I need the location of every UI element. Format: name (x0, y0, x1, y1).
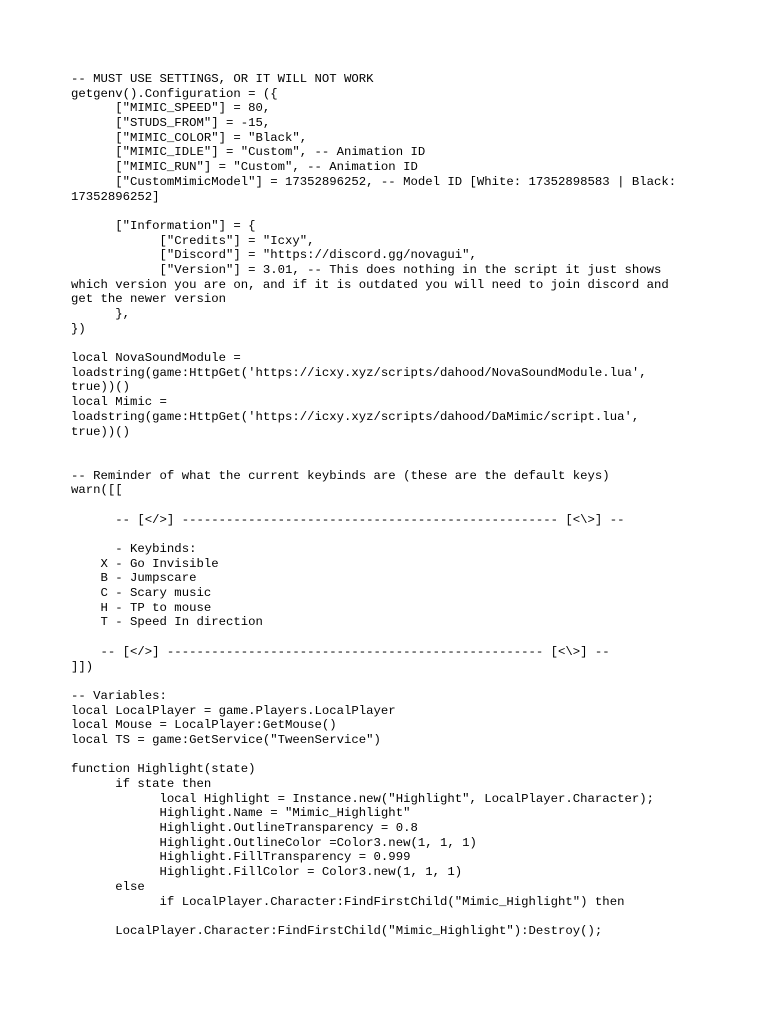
code-line: get the newer version (71, 292, 226, 307)
code-line: -- [</>] --------------------------------------------------- [<\>] -- (71, 512, 625, 527)
code-line: H - TP to mouse (71, 600, 212, 615)
code-line: true))() (71, 424, 131, 439)
code-line: Highlight.FillColor = Color3.new(1, 1, 1) (71, 865, 463, 880)
code-line (71, 748, 696, 763)
code-line (71, 498, 696, 513)
code-line: if state then (71, 777, 212, 791)
code-line: B - Jumpscare (71, 571, 197, 586)
code-line: getgenv().Configuration = ({ (71, 86, 278, 101)
code-line: local Mimic = (71, 395, 167, 410)
code-line: ["Credits"] = "Icxy", (71, 233, 315, 248)
code-line: else (71, 879, 145, 894)
code-line: ["MIMIC_SPEED"] = 80, (71, 101, 271, 116)
code-line (71, 439, 696, 454)
code-line: X - Go Invisible (71, 556, 219, 571)
code-line: ["Discord"] = "https://discord.gg/novagui", (71, 248, 477, 263)
code-line: }, (71, 307, 131, 321)
code-line: C - Scary music (71, 586, 212, 601)
code-line (71, 204, 696, 219)
code-line: LocalPlayer.Character:FindFirstChild("Mimic_Highlight"):Destroy(); (71, 923, 603, 938)
code-line: ["CustomMimicModel"] = 17352896252, -- Model ID [White: 17352898583 | Black: (71, 174, 677, 189)
code-line: ["STUDS_FROM"] = -15, (71, 116, 271, 131)
code-line: ["MIMIC_COLOR"] = "Black", (71, 130, 308, 145)
code-line: 17352896252] (71, 189, 160, 204)
code-line: Highlight.OutlineTransparency = 0.8 (71, 821, 418, 836)
code-line: ["Information"] = { (71, 218, 256, 233)
code-line: T - Speed In direction (71, 615, 263, 630)
code-line: ["MIMIC_RUN"] = "Custom", -- Animation ID (71, 160, 418, 175)
code-line: local Highlight = Instance.new("Highlight", LocalPlayer.Character); (71, 791, 654, 806)
code-line: function Highlight(state) (71, 762, 256, 777)
code-line (71, 454, 696, 469)
code-line: local NovaSoundModule = (71, 351, 241, 366)
code-document (71, 72, 696, 939)
code-line: Highlight.OutlineColor =Color3.new(1, 1, 1) (71, 835, 477, 850)
code-line (71, 630, 696, 645)
code-line: loadstring(game:HttpGet('https://icxy.xyz/scripts/dahood/DaMimic/script.lua', (71, 409, 640, 424)
code-line: -- Reminder of what the current keybinds are (these are the default keys) (71, 468, 610, 483)
code-line: warn([[ (71, 483, 123, 498)
code-line: -- MUST USE SETTINGS, OR IT WILL NOT WORK (71, 72, 374, 86)
code-line (71, 527, 696, 542)
code-line (71, 909, 696, 924)
code-line (71, 336, 696, 351)
code-line: - Keybinds: (71, 542, 197, 556)
code-line: ]]) (71, 659, 94, 674)
code-line: -- Variables: (71, 688, 167, 703)
code-line: Highlight.Name = "Mimic_Highlight" (71, 806, 411, 821)
code-line: -- [</>] --------------------------------------------------- [<\>] -- (71, 644, 610, 659)
code-line: which version you are on, and if it is outdated you will need to join discord and (71, 277, 669, 292)
code-line (71, 674, 696, 689)
code-line: local LocalPlayer = game.Players.LocalPlayer (71, 703, 396, 718)
code-line: ["Version"] = 3.01, -- This does nothing in the script it just shows (71, 262, 662, 277)
code-line: local TS = game:GetService("TweenService") (71, 732, 381, 747)
code-line: true))() (71, 380, 131, 395)
code-line: local Mouse = LocalPlayer:GetMouse() (71, 718, 337, 733)
code-line: Highlight.FillTransparency = 0.999 (71, 850, 411, 865)
code-line: }) (71, 321, 86, 336)
code-line: ["MIMIC_IDLE"] = "Custom", -- Animation ID (71, 145, 426, 160)
code-line: loadstring(game:HttpGet('https://icxy.xyz/scripts/dahood/NovaSoundModule.lua', (71, 365, 647, 380)
code-line: if LocalPlayer.Character:FindFirstChild("Mimic_Highlight") then (71, 894, 625, 909)
